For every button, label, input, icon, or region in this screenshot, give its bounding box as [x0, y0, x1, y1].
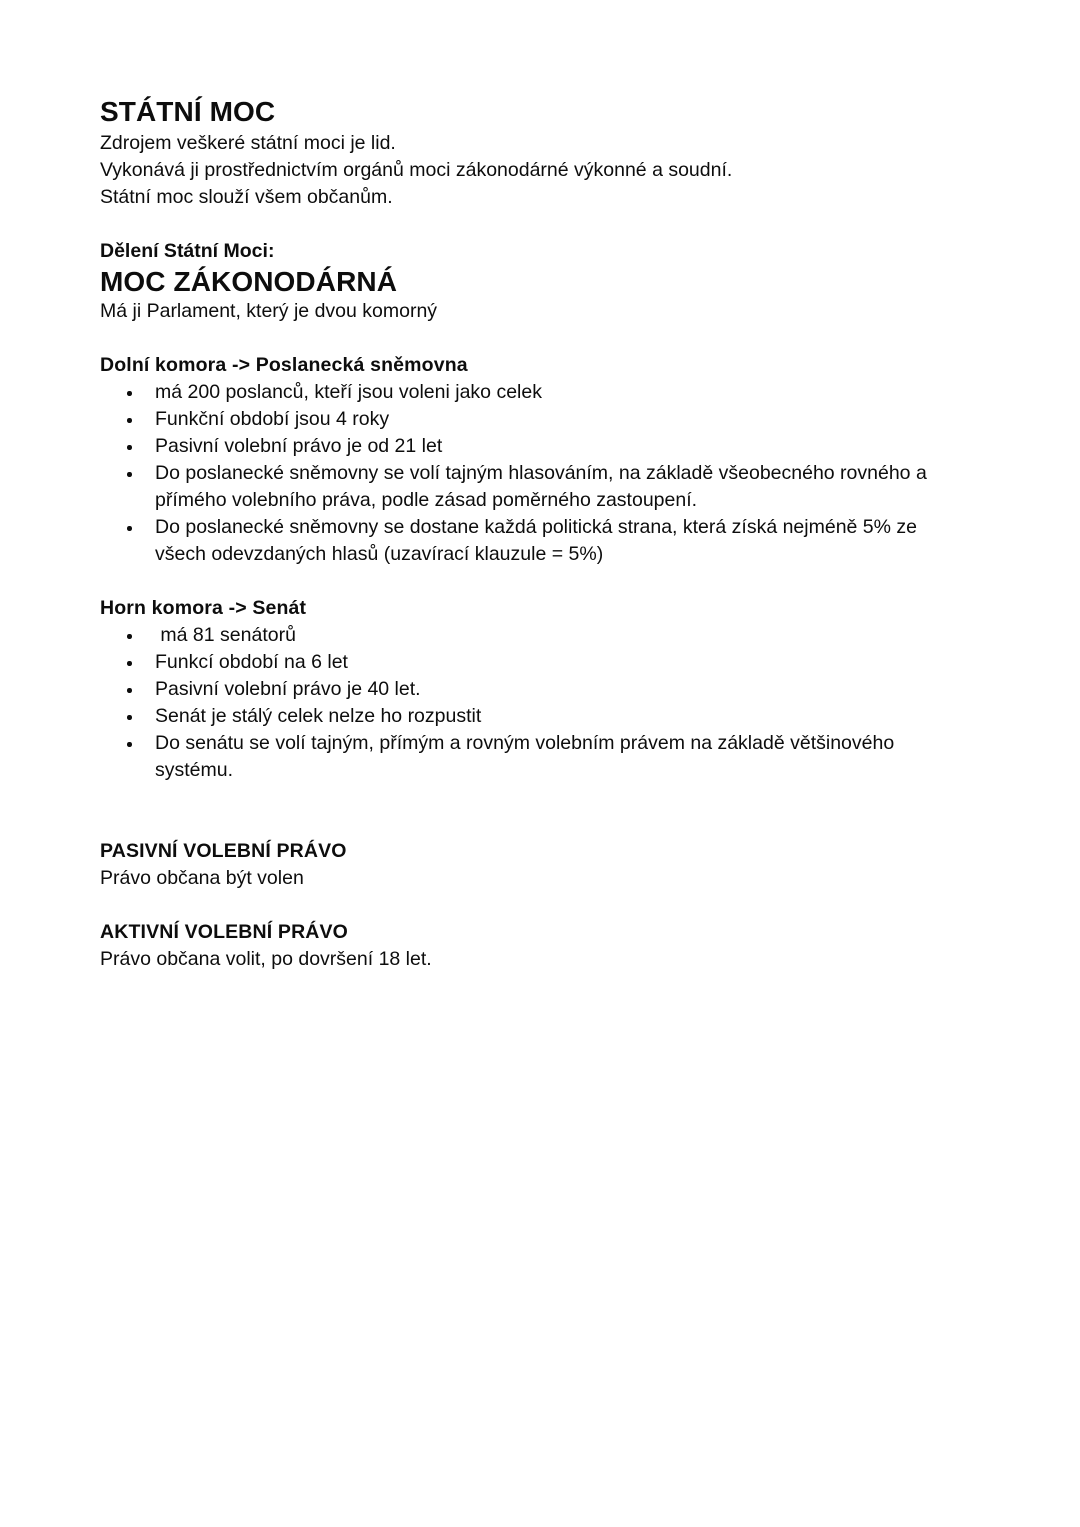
list-item: Funkcí období na 6 let	[100, 649, 956, 676]
heading-moc-zakonodarna: MOC ZÁKONODÁRNÁ	[100, 266, 398, 297]
intro-paragraph	[100, 130, 956, 211]
section-horn-komora	[100, 595, 956, 784]
spacer	[100, 892, 956, 919]
spacer	[100, 784, 956, 838]
section-dolni-komora	[100, 352, 956, 568]
list-item: Do senátu se volí tajným, přímým a rovným volebním právem na základě většinového systému.	[100, 730, 956, 784]
pasivni-volebni-pravo-text: Právo občana být volen	[100, 867, 304, 889]
division-description: Má ji Parlament, který je dvou komorný	[100, 300, 438, 322]
heading-dolni-komora: Dolní komora -> Poslanecká sněmovna	[100, 354, 468, 376]
list-dolni-komora	[100, 379, 956, 568]
intro-line-3: Státní moc slouží všem občanům.	[100, 186, 393, 208]
page-title: STÁTNÍ MOC	[100, 96, 276, 127]
list-item: Do poslanecké sněmovny se volí tajným hlasováním, na základě všeobecného rovného a přímého volebního práva, podle zásad poměrného zastoupení.	[100, 460, 956, 514]
list-item: Pasivní volební právo je od 21 let	[100, 433, 956, 460]
spacer	[100, 568, 956, 595]
list-item: Do poslanecké sněmovny se dostane každá politická strana, která získá nejméně 5% ze všech odevzdaných hlasů (uzavírací klauzule = 5%)	[100, 514, 956, 568]
intro-line-1: Zdrojem veškeré státní moci je lid.	[100, 132, 396, 154]
list-item: Funkční období jsou 4 roky	[100, 406, 956, 433]
heading-horn-komora: Horn komora -> Senát	[100, 597, 307, 619]
heading-pasivni-volebni-pravo: PASIVNÍ VOLEBNÍ PRÁVO	[100, 840, 347, 862]
spacer	[100, 211, 956, 238]
document-content	[100, 96, 956, 973]
section-pasivni-volebni-pravo	[100, 838, 956, 892]
intro-line-2: Vykonává ji prostřednictvím orgánů moci zákonodárné výkonné a soudní.	[100, 159, 733, 181]
list-item: má 81 senátorů	[100, 622, 956, 649]
aktivni-volebni-pravo-text: Právo občana volit, po dovršení 18 let.	[100, 948, 432, 970]
section-deleni-statni-moci	[100, 238, 956, 325]
list-item: má 200 poslanců, kteří jsou voleni jako celek	[100, 379, 956, 406]
heading-aktivni-volebni-pravo: AKTIVNÍ VOLEBNÍ PRÁVO	[100, 921, 349, 943]
division-label: Dělení Státní Moci:	[100, 240, 275, 262]
list-item: Pasivní volební právo je 40 let.	[100, 676, 956, 703]
spacer	[100, 325, 956, 352]
list-horn-komora	[100, 622, 956, 784]
section-aktivni-volebni-pravo	[100, 919, 956, 973]
list-item: Senát je stálý celek nelze ho rozpustit	[100, 703, 956, 730]
section-statni-moc	[100, 96, 956, 211]
